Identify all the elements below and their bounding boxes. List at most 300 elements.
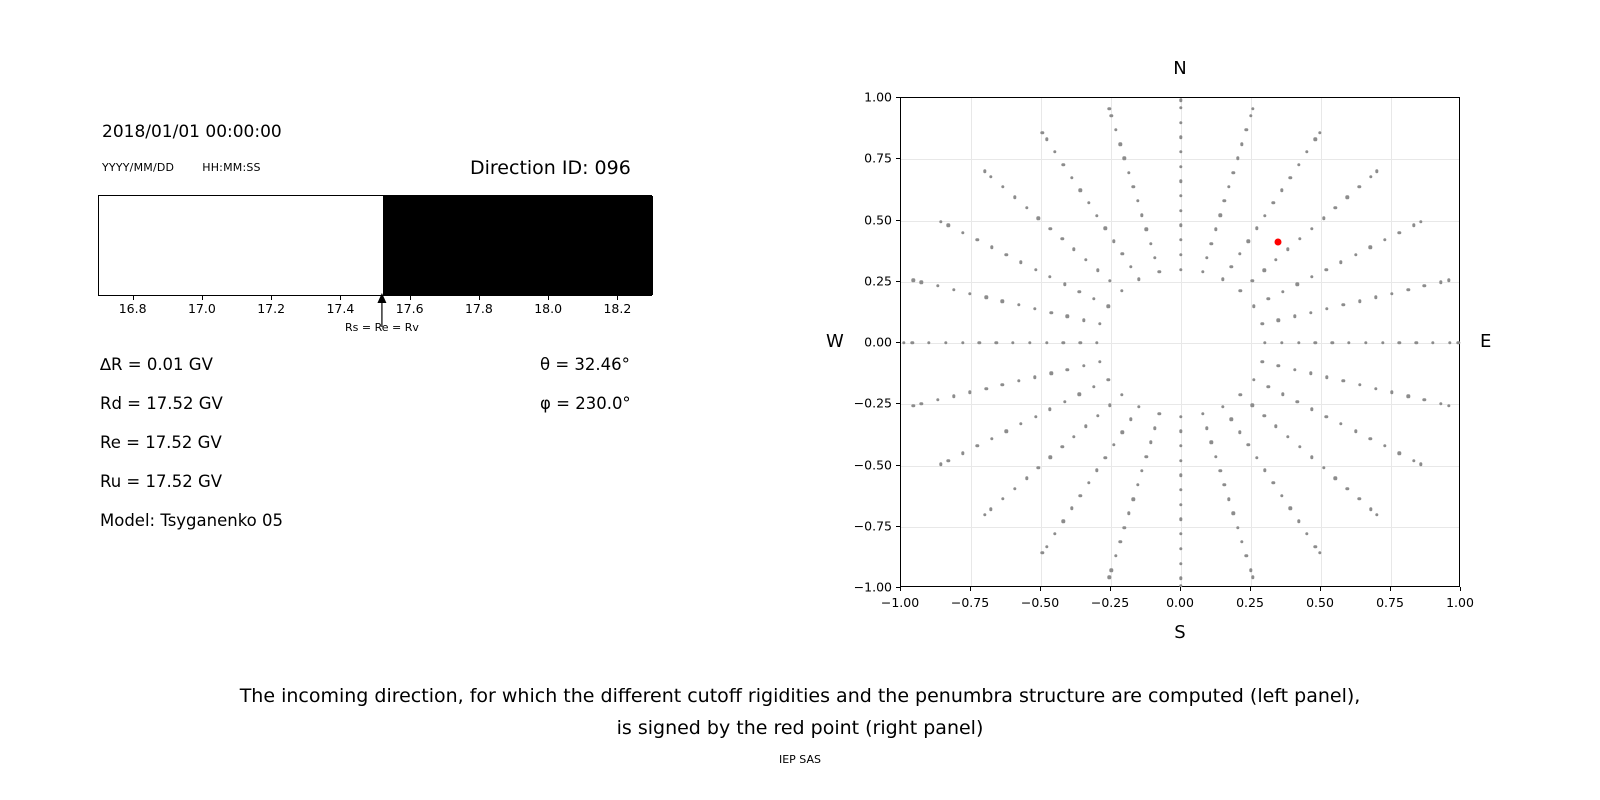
direction-point <box>1240 540 1243 543</box>
direction-point <box>1062 520 1065 523</box>
rs-marker-label: Rs = Re = Rv <box>344 321 419 334</box>
direction-point <box>1179 209 1182 212</box>
direction-point <box>1260 322 1263 325</box>
direction-point <box>1398 452 1401 455</box>
direction-point <box>1227 185 1230 188</box>
direction-point <box>1053 532 1056 535</box>
direction-point <box>1082 364 1085 367</box>
direction-point <box>944 341 947 344</box>
direction-point <box>1342 303 1345 306</box>
direction-point <box>1013 196 1016 199</box>
y-tick-label: 0.75 <box>864 150 892 166</box>
direction-point <box>989 508 992 511</box>
direction-point <box>1334 206 1337 209</box>
direction-point <box>1072 435 1075 438</box>
direction-point <box>1137 278 1140 281</box>
direction-point <box>1221 278 1224 281</box>
direction-point <box>1070 176 1073 179</box>
direction-point <box>1017 303 1020 306</box>
direction-point <box>1398 341 1401 344</box>
direction-point <box>1179 135 1182 138</box>
direction-point <box>1140 214 1143 217</box>
direction-point <box>1048 275 1051 278</box>
direction-point <box>1096 414 1099 417</box>
direction-point <box>902 341 905 344</box>
datetime-value: 2018/01/01 00:00:00 <box>102 122 282 142</box>
y-tick-label: 0.50 <box>864 212 892 227</box>
direction-point <box>1063 282 1066 285</box>
compass-south-label: S <box>1174 622 1186 643</box>
direction-point <box>1227 497 1230 500</box>
direction-point <box>1230 418 1233 421</box>
direction-point <box>927 341 930 344</box>
selected-direction-marker <box>1275 238 1282 245</box>
direction-point <box>1013 487 1016 490</box>
direction-point <box>1342 379 1345 382</box>
direction-point <box>1354 253 1357 256</box>
direction-point <box>1045 341 1048 344</box>
direction-point <box>939 220 942 223</box>
direction-point <box>1149 441 1152 444</box>
gridline-horizontal <box>901 282 1459 283</box>
direction-point <box>1179 459 1182 462</box>
gridline-horizontal <box>901 159 1459 160</box>
direction-point <box>1296 282 1299 285</box>
direction-point <box>1293 368 1296 371</box>
direction-point <box>1246 443 1249 446</box>
direction-point <box>1201 412 1204 415</box>
direction-point <box>1230 265 1233 268</box>
compass-west-label: W <box>826 331 844 352</box>
direction-point <box>1245 554 1248 557</box>
direction-point <box>1104 227 1107 230</box>
x-tickmark <box>1040 587 1041 591</box>
direction-point <box>912 404 915 407</box>
direction-point <box>1358 299 1361 302</box>
direction-point <box>1325 415 1328 418</box>
direction-point <box>1406 395 1409 398</box>
penumbra-tick-label: 18.2 <box>603 301 632 316</box>
direction-point <box>1286 435 1289 438</box>
direction-point <box>1325 268 1328 271</box>
direction-point <box>952 395 955 398</box>
direction-point <box>1357 497 1360 500</box>
direction-point <box>1309 311 1312 314</box>
direction-point <box>1179 474 1182 477</box>
direction-point <box>1179 444 1182 447</box>
direction-point <box>1019 260 1022 263</box>
direction-point <box>947 459 950 462</box>
direction-point <box>1288 507 1291 510</box>
direction-point <box>1179 503 1182 506</box>
direction-point <box>1238 430 1241 433</box>
penumbra-bar <box>98 195 652 296</box>
direction-point <box>1325 376 1328 379</box>
direction-point <box>1179 194 1182 197</box>
direction-point <box>1078 189 1081 192</box>
param-model: Model: Tsyganenko 05 <box>100 511 284 530</box>
direction-point <box>1398 231 1401 234</box>
direction-point <box>1419 220 1422 223</box>
gridline-vertical <box>1041 98 1042 586</box>
direction-point <box>1179 121 1182 124</box>
direction-point <box>1005 429 1008 432</box>
direction-point <box>1456 341 1459 344</box>
param-delta-r: ∆R = 0.01 GV <box>100 355 213 374</box>
x-tick-label: 1.00 <box>1446 595 1474 610</box>
direction-point <box>1255 456 1258 459</box>
datetime-format-legend <box>102 161 261 174</box>
direction-point <box>1001 299 1004 302</box>
direction-point <box>1098 322 1101 325</box>
direction-point <box>1448 341 1451 344</box>
direction-point <box>1262 269 1265 272</box>
direction-point <box>1045 545 1048 548</box>
direction-point <box>1296 400 1299 403</box>
direction-point <box>1281 290 1284 293</box>
direction-point <box>1267 385 1270 388</box>
direction-point <box>1325 307 1328 310</box>
direction-point <box>1179 562 1182 565</box>
x-tick-label: −0.25 <box>1090 595 1130 610</box>
direction-point <box>1120 289 1123 292</box>
direction-point <box>1158 412 1161 415</box>
direction-point <box>1034 268 1037 271</box>
direction-point <box>1347 341 1350 344</box>
x-tick-label: 0.50 <box>1306 595 1334 610</box>
direction-point <box>1005 253 1008 256</box>
direction-point <box>1447 404 1450 407</box>
direction-point <box>990 246 993 249</box>
direction-point <box>1305 532 1308 535</box>
direction-point <box>1112 443 1115 446</box>
y-tickmark <box>896 465 900 466</box>
gridline-vertical <box>1111 98 1112 586</box>
direction-point <box>1127 512 1130 515</box>
y-tickmark <box>896 342 900 343</box>
direction-point <box>1137 405 1140 408</box>
direction-point <box>1120 252 1123 255</box>
x-tickmark <box>900 587 901 591</box>
direction-point <box>1077 393 1080 396</box>
direction-point <box>978 341 981 344</box>
direction-point <box>1383 444 1386 447</box>
direction-point <box>1084 258 1087 261</box>
direction-point <box>1153 256 1156 259</box>
direction-point <box>1049 372 1052 375</box>
direction-point <box>936 284 939 287</box>
y-tickmark <box>896 403 900 404</box>
direction-point <box>1095 214 1098 217</box>
direction-point <box>1423 398 1426 401</box>
direction-point <box>1286 248 1289 251</box>
direction-point <box>1310 407 1313 410</box>
direction-point <box>1375 513 1378 516</box>
direction-point <box>1381 341 1384 344</box>
direction-point <box>1045 138 1048 141</box>
direction-point <box>936 398 939 401</box>
direction-point <box>1061 445 1064 448</box>
direction-point <box>1041 131 1044 134</box>
x-tickmark <box>1390 587 1391 591</box>
direction-point <box>1066 368 1069 371</box>
direction-point <box>1339 260 1342 263</box>
direction-point <box>985 387 988 390</box>
direction-point <box>952 288 955 291</box>
direction-point <box>1120 393 1123 396</box>
direction-point <box>1179 150 1182 153</box>
direction-point <box>1110 568 1113 571</box>
direction-point <box>1280 189 1283 192</box>
direction-point <box>1330 341 1333 344</box>
direction-point <box>1087 481 1090 484</box>
direction-point <box>1231 512 1234 515</box>
y-tickmark <box>896 587 900 588</box>
direction-point <box>1412 224 1415 227</box>
direction-point <box>1131 185 1134 188</box>
direction-point <box>1110 114 1113 117</box>
direction-point <box>1375 170 1378 173</box>
direction-point <box>1041 551 1044 554</box>
gridline-horizontal <box>901 466 1459 467</box>
param-rd: Rd = 17.52 GV <box>100 394 223 413</box>
direction-point <box>1114 554 1117 557</box>
direction-point <box>1179 268 1182 271</box>
direction-point <box>961 231 964 234</box>
direction-point <box>920 280 923 283</box>
caption-line-2: is signed by the red point (right panel) <box>616 717 984 739</box>
y-tick-label: 0.25 <box>864 273 892 289</box>
direction-point <box>1131 497 1134 500</box>
direction-point <box>1118 540 1121 543</box>
direction-point <box>1368 437 1371 440</box>
direction-point <box>1098 360 1101 363</box>
direction-scatter-plot <box>900 97 1460 587</box>
direction-point <box>989 175 992 178</box>
direction-point <box>1179 99 1182 102</box>
figure-caption <box>0 680 1600 744</box>
direction-point <box>1274 258 1277 261</box>
direction-point <box>1252 378 1255 381</box>
direction-point <box>1298 237 1301 240</box>
direction-point <box>1092 297 1095 300</box>
direction-point <box>1245 128 1248 131</box>
direction-point <box>1082 318 1085 321</box>
direction-point <box>1112 239 1115 242</box>
direction-point <box>1322 466 1325 469</box>
left-panel <box>0 0 760 620</box>
direction-point <box>985 296 988 299</box>
direction-point <box>976 238 979 241</box>
direction-point <box>1255 227 1258 230</box>
x-tickmark <box>1110 587 1111 591</box>
direction-point <box>1145 455 1148 458</box>
y-tick-label: −0.75 <box>853 518 892 534</box>
direction-point <box>1297 520 1300 523</box>
direction-point <box>1322 217 1325 220</box>
direction-point <box>1214 228 1217 231</box>
direction-point <box>1406 288 1409 291</box>
rs-marker <box>98 291 652 341</box>
direction-point <box>1314 341 1317 344</box>
direction-point <box>1310 227 1313 230</box>
direction-point <box>1011 341 1014 344</box>
x-tick-label: 0.75 <box>1376 595 1404 610</box>
direction-point <box>1298 445 1301 448</box>
direction-point <box>1439 280 1442 283</box>
direction-point <box>1179 224 1182 227</box>
direction-point <box>1423 284 1426 287</box>
direction-point <box>1390 292 1393 295</box>
direction-point <box>976 444 979 447</box>
direction-point <box>1274 424 1277 427</box>
direction-point <box>1149 242 1152 245</box>
direction-point <box>1314 545 1317 548</box>
direction-point <box>1158 270 1161 273</box>
direction-point <box>1272 481 1275 484</box>
direction-point <box>1260 360 1263 363</box>
param-phi: φ = 230.0° <box>540 394 631 413</box>
direction-point <box>1431 341 1434 344</box>
direction-point <box>1251 404 1254 407</box>
direction-point <box>1001 497 1004 500</box>
gridline-vertical <box>971 98 972 586</box>
direction-point <box>1369 175 1372 178</box>
direction-point <box>1066 315 1069 318</box>
direction-point <box>1354 429 1357 432</box>
direction-point <box>994 341 997 344</box>
x-tickmark <box>1180 587 1181 591</box>
direction-point <box>1280 494 1283 497</box>
direction-point <box>1374 296 1377 299</box>
direction-point <box>1136 483 1139 486</box>
direction-point <box>1104 456 1107 459</box>
direction-point <box>1145 228 1148 231</box>
direction-point <box>1092 385 1095 388</box>
direction-point <box>1053 150 1056 153</box>
direction-point <box>947 224 950 227</box>
direction-point <box>1153 426 1156 429</box>
direction-point <box>1239 289 1242 292</box>
direction-point <box>1251 107 1254 110</box>
direction-point <box>1246 239 1249 242</box>
direction-point <box>1414 341 1417 344</box>
param-ru: Ru = 17.52 GV <box>100 472 223 491</box>
direction-point <box>1218 214 1221 217</box>
x-tickmark <box>970 587 971 591</box>
x-tick-label: 0.00 <box>1166 595 1194 610</box>
direction-point <box>1140 469 1143 472</box>
y-tickmark <box>896 526 900 527</box>
direction-point <box>1048 407 1051 410</box>
x-tick-label: −0.50 <box>1020 595 1060 610</box>
y-tickmark <box>896 220 900 221</box>
direction-point <box>1084 424 1087 427</box>
penumbra-tick-label: 17.4 <box>326 301 355 316</box>
direction-point <box>1297 163 1300 166</box>
direction-point <box>1262 414 1265 417</box>
gridline-vertical <box>1251 98 1252 586</box>
direction-point <box>1339 422 1342 425</box>
direction-point <box>1309 372 1312 375</box>
direction-point <box>1096 269 1099 272</box>
direction-point <box>1288 176 1291 179</box>
direction-point <box>1346 487 1349 490</box>
y-tick-label: 1.00 <box>864 89 892 105</box>
direction-point <box>1390 391 1393 394</box>
direction-point <box>1364 341 1367 344</box>
direction-point <box>1334 476 1337 479</box>
direction-point <box>1127 171 1130 174</box>
x-tickmark <box>1250 587 1251 591</box>
penumbra-tick-label: 17.6 <box>395 301 424 316</box>
penumbra-tick-label: 17.8 <box>464 301 493 316</box>
direction-point <box>1179 547 1182 550</box>
direction-point <box>1223 483 1226 486</box>
y-tick-label: −1.00 <box>853 579 892 595</box>
direction-point <box>990 437 993 440</box>
direction-point <box>1072 248 1075 251</box>
direction-point <box>1077 290 1080 293</box>
penumbra-tick-label: 17.2 <box>257 301 286 316</box>
gridline-horizontal <box>901 221 1459 222</box>
direction-point <box>1061 237 1064 240</box>
direction-point <box>1179 518 1182 521</box>
direction-point <box>1205 256 1208 259</box>
direction-point <box>1280 341 1283 344</box>
direction-point <box>1369 508 1372 511</box>
direction-point <box>983 170 986 173</box>
direction-point <box>1210 441 1213 444</box>
direction-point <box>1231 171 1234 174</box>
direction-point <box>1107 378 1110 381</box>
direction-point <box>1179 429 1182 432</box>
direction-point <box>1001 185 1004 188</box>
direction-point <box>1281 393 1284 396</box>
direction-point <box>1272 201 1275 204</box>
direction-point <box>1263 469 1266 472</box>
x-tick-label: −0.75 <box>950 595 990 610</box>
direction-point <box>1310 456 1313 459</box>
direction-point <box>1179 165 1182 168</box>
penumbra-tick-label: 18.0 <box>534 301 563 316</box>
direction-point <box>1019 422 1022 425</box>
direction-point <box>1087 201 1090 204</box>
gridline-vertical <box>1321 98 1322 586</box>
direction-point <box>1368 246 1371 249</box>
direction-point <box>1120 430 1123 433</box>
direction-point <box>1277 364 1280 367</box>
y-tickmark <box>896 281 900 282</box>
y-tick-label: 0.00 <box>864 334 892 350</box>
direction-point <box>1129 265 1132 268</box>
direction-point <box>1179 238 1182 241</box>
gridline-vertical <box>1181 98 1182 586</box>
compass-east-label: E <box>1480 331 1492 352</box>
direction-point <box>1179 180 1182 183</box>
direction-point <box>1374 387 1377 390</box>
direction-point <box>1358 383 1361 386</box>
direction-point <box>1236 526 1239 529</box>
direction-point <box>1251 576 1254 579</box>
direction-point <box>1063 400 1066 403</box>
gridline-horizontal <box>901 527 1459 528</box>
direction-point <box>1028 341 1031 344</box>
gridline-vertical <box>1391 98 1392 586</box>
direction-point <box>1001 383 1004 386</box>
penumbra-forbidden-band <box>383 196 653 295</box>
direction-point <box>1412 459 1415 462</box>
